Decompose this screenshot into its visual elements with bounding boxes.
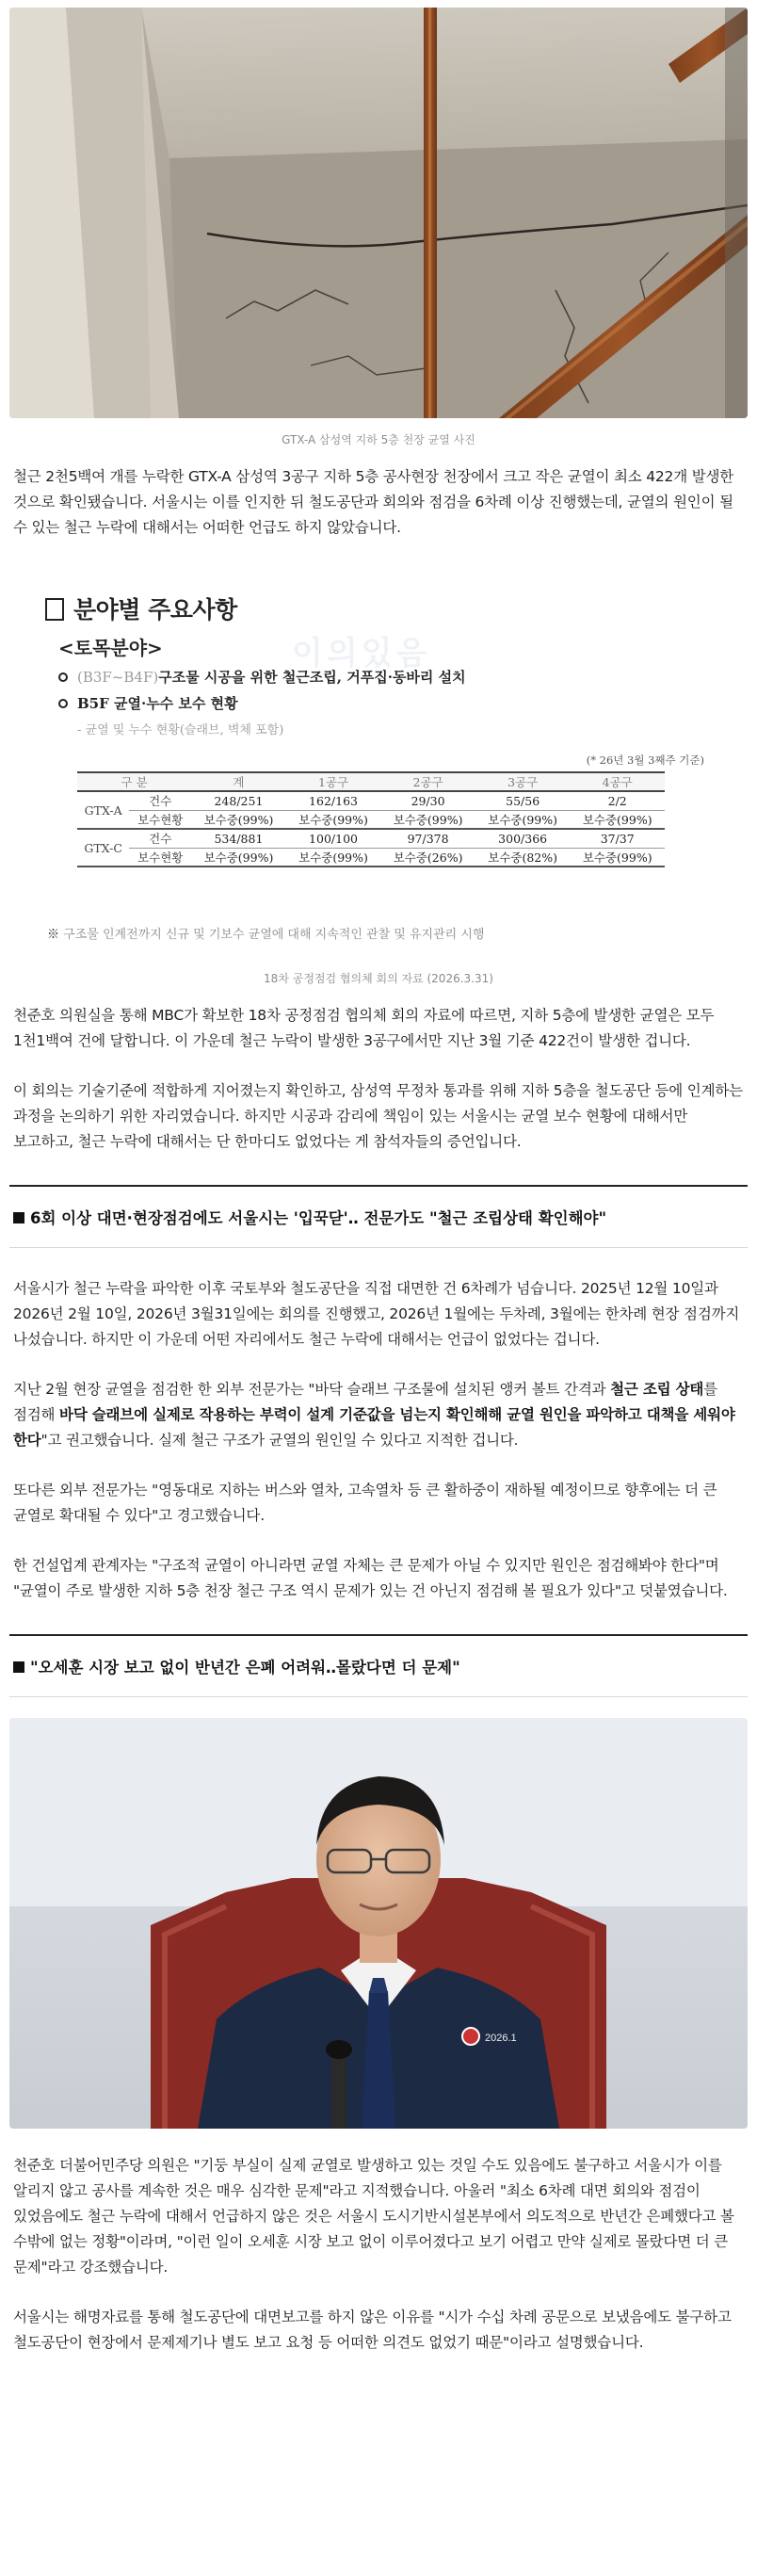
figure-caption: 18차 공정점검 협의체 회의 자료 (2026.3.31) <box>264 972 493 985</box>
doc-line-1: (B3F~B4F)구조물 시공을 위한 철근조립, 거푸집·동바리 설치 <box>58 667 466 687</box>
paragraph: 이 회의는 기술기준에 적합하게 지어졌는지 확인하고, 삼성역 무정차 통과를 위해 지하 5층을 철도공단 등에 인계하는 과정을 논의하기 위한 자리였습니다. 하지만 시공과 감리에 책임이 있는 서울시는 균열 보수 현황에 대해서만 보고하고, 철근 누락에 대해서는 단 한마디도 없었다는 게 참석자들의 증언입니다. <box>13 1082 743 1150</box>
table-cell: 248/251 <box>191 791 286 810</box>
doc-line-3: - 균열 및 누수 현황(슬래브, 벽체 포함) <box>77 723 284 737</box>
table-cell: 2/2 <box>570 791 665 810</box>
paragraph: 서울시가 철근 누락을 파악한 이후 국토부와 철도공단을 직접 대면한 건 6차례가 넘습니다. 2025년 12월 10일과 2026년 2월 10일, 2026년 3월31일에는 회의를 진행했고, 2026년 1월에는 두차례, 3월에는 한차례 현장 점검까지 나섰습니다. 하지만 이 가운데 어떤 자리에서도 철근 누락에 대해서는 언급이 없었다는 겁니다. <box>13 1280 740 1348</box>
table-header: 3공구 <box>475 772 571 791</box>
meeting-document-figure <box>9 580 748 957</box>
paragraph: 지난 2월 현장 균열을 점검한 한 외부 전문가는 "바닥 슬래브 구조물에 설치된 앵커 볼트 간격과 철근 조립 상태를 점검해 바닥 슬래브에 실제로 작용하는 부력이 설계 기준값을 넘는지 확인해해 균열 원인을 파악하고 대책을 세워야 한다"고 권고했습니다. 실제 철근 구조가 균열의 원인일 수 있다고 지적한 겁니다. <box>13 1381 735 1449</box>
table-row <box>77 791 665 810</box>
table-cell: 건수 <box>129 791 191 810</box>
table-row <box>77 848 665 867</box>
lapel-badge-text: 2026.1 <box>485 2033 517 2044</box>
crack-status-table <box>77 771 665 867</box>
article <box>0 8 757 2356</box>
circle-bullet-icon <box>58 699 68 708</box>
paragraph: 천준호 더불어민주당 의원은 "기둥 부실이 실제 균열로 발생하고 있는 것일 수도 있음에도 불구하고 서울시가 이를 알리지 않고 공사를 계속한 것은 매우 심각한 문제"라고 지적했습니다. 아울러 "최소 6차례 대면 회의와 점검이 있었음에도 철근 누락에 대해서 언급하지 않은 것은 서울시 도시기반시설본부에서 의도적으로 반년간 은폐했다고 볼 수밖에 없는 정황"이라며, "이런 일이 오세훈 시장 보고 없이 이루어졌다고 보기 어렵고 만약 실제로 몰랐다면 더 큰 문제"라고 강조했습니다. <box>13 2157 734 2276</box>
table-cell: 534/881 <box>191 829 286 848</box>
table-cell: 보수현황 <box>129 810 191 829</box>
table-cell: 보수중(99%) <box>475 810 571 829</box>
paragraph: 천준호 의원실을 통해 MBC가 확보한 18차 공정점검 협의체 회의 자료에 따르면, 지하 5층에 발생한 균열은 모두 1천1백여 건에 달합니다. 이 가운데 철근 누락이 발생한 3공구에서만 지난 3월 기준 422건이 발생한 겁니다. <box>13 1007 715 1049</box>
doc-line-2: B5F 균열·누수 보수 현황 <box>58 693 238 713</box>
paragraph: 또다른 외부 전문가는 "영동대로 지하는 버스와 열차, 고속열차 등 큰 활하중이 재하될 예정이므로 향후에는 더 큰 균열로 확대될 수 있다"고 경고했습니다. <box>13 1482 717 1524</box>
paragraph: 한 건설업계 관계자는 "구조적 균열이 아니라면 균열 자체는 큰 문제가 아닐 수 있지만 원인은 점검해봐야 한다"며 "균열이 주로 발생한 지하 5층 천장 철근 구조 역시 문제가 있는 건 아닌지 점검해 볼 필요가 있다"고 덧붙였습니다. <box>13 1557 728 1599</box>
checkbox-icon <box>45 598 64 621</box>
table-cell: 보수중(99%) <box>191 848 286 867</box>
table-cell: 97/378 <box>380 829 475 848</box>
table-cell: 보수중(99%) <box>286 848 381 867</box>
table-row <box>77 829 665 848</box>
doc-note: (* 26년 3월 3째주 기준) <box>586 753 704 767</box>
table-cell: 보수중(82%) <box>475 848 571 867</box>
doc-subtitle: <토목분야> <box>58 637 163 659</box>
square-bullet-icon <box>13 1661 24 1673</box>
doc-footnote: ※ 구조물 인계전까지 신규 및 기보수 균열에 대해 지속적인 관찰 및 유지관리 시행 <box>47 928 485 942</box>
ceiling-crack-photo <box>9 8 748 418</box>
circle-bullet-icon <box>58 672 68 682</box>
section-heading: 6회 이상 대면·현장점검에도 서울시는 '입꾹닫'‥ 전문가도 "철근 조립상태 확인해야" <box>9 1185 748 1248</box>
paragraph: 서울시는 해명자료를 통해 철도공단에 대면보고를 하지 않은 이유를 "시가 수십 차례 공문으로 보냈음에도 불구하고 철도공단이 현장에서 문제제기나 별도 보고 요청 등 어떠한 의견도 없었기 때문"이라고 설명했습니다. <box>13 2309 732 2351</box>
table-cell: 보수중(99%) <box>191 810 286 829</box>
table-header: 계 <box>191 772 286 791</box>
table-cell: 162/163 <box>286 791 381 810</box>
paragraph: 철근 2천5백여 개를 누락한 GTX-A 삼성역 3공구 지하 5층 공사현장 천장에서 크고 작은 균열이 최소 422개 발생한 것으로 확인됐습니다. 서울시는 이를 인지한 뒤 철도공단과 회의와 점검을 6차례 이상 진행했는데, 균열의 원인이 될 수 있는 철근 누락에 대해서는 어떠한 언급도 하지 않았습니다. <box>13 468 734 536</box>
watermark: 이의있음 <box>292 635 431 672</box>
table-cell: 보수중(99%) <box>286 810 381 829</box>
table-cell: 100/100 <box>286 829 381 848</box>
table-cell: 건수 <box>129 829 191 848</box>
table-row <box>77 810 665 829</box>
table-cell: 300/366 <box>475 829 571 848</box>
section-heading: "오세훈 시장 보고 없이 반년간 은폐 어려워‥몰랐다면 더 문제" <box>9 1634 748 1697</box>
table-cell: 37/37 <box>570 829 665 848</box>
table-cell: 보수중(26%) <box>380 848 475 867</box>
doc-title: 분야별 주요사항 <box>45 591 237 625</box>
table-cell: 보수현황 <box>129 848 191 867</box>
table-header-row <box>77 772 665 791</box>
table-cell: GTX-A <box>77 791 129 829</box>
table-cell: 55/56 <box>475 791 571 810</box>
table-header: 4공구 <box>570 772 665 791</box>
table-header: 1공구 <box>286 772 381 791</box>
table-cell: 보수중(99%) <box>570 848 665 867</box>
table-header: 2공구 <box>380 772 475 791</box>
photo-caption: GTX-A 삼성역 지하 5층 천장 균열 사진 <box>282 433 475 446</box>
square-bullet-icon <box>13 1212 24 1223</box>
table-cell: 29/30 <box>380 791 475 810</box>
table-cell: GTX-C <box>77 829 129 867</box>
table-cell: 보수중(99%) <box>570 810 665 829</box>
table-header: 구 분 <box>77 772 191 791</box>
table-cell: 보수중(99%) <box>380 810 475 829</box>
lawmaker-photo <box>9 1718 748 2129</box>
